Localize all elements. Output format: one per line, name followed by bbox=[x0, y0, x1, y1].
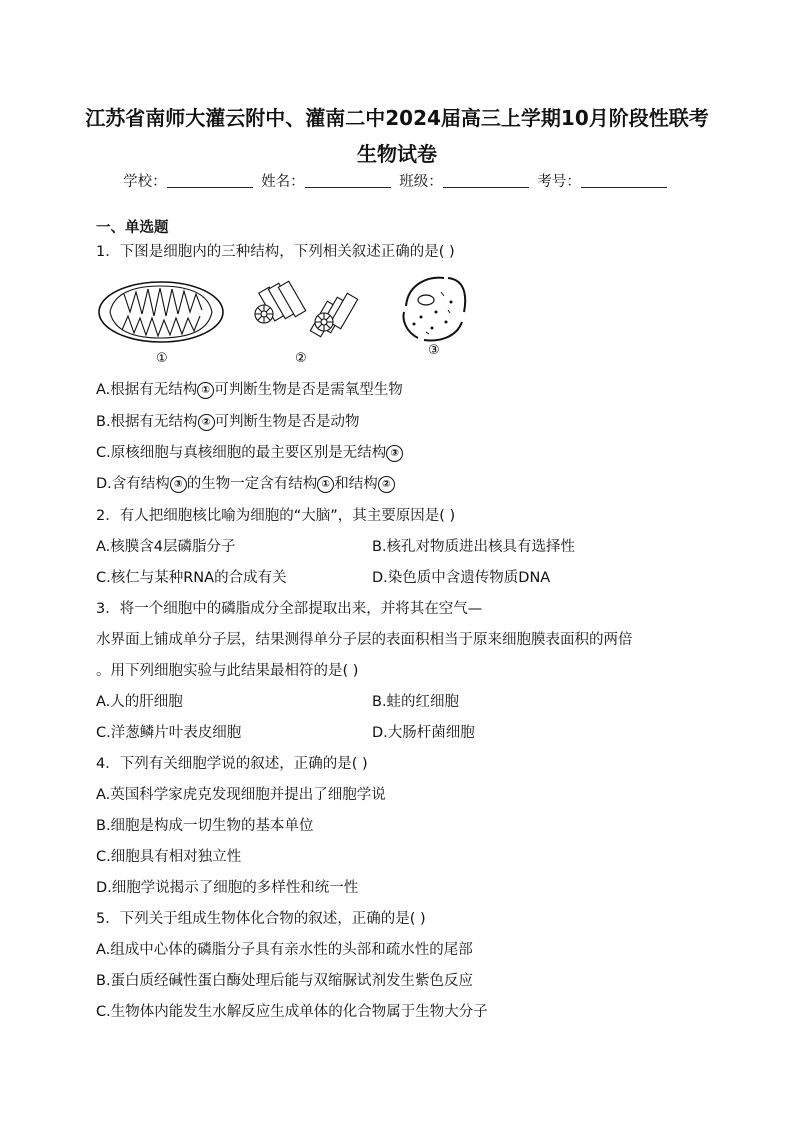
q1-option-b[interactable]: B.根据有无结构 ② 可判断生物是否是动物 bbox=[96, 414, 360, 430]
q1-option-d[interactable]: D.含有结构 ③ 的生物一定含有结构 ① 和结构 ② bbox=[96, 472, 395, 493]
q3-stem-line1: 3．将一个细胞中的磷脂成分全部提取出来，并将其在空气— bbox=[96, 601, 483, 617]
q5-option-b[interactable]: B.蛋白质经碱性蛋白酶处理后能与双缩脲试剂发生紫色反应 bbox=[96, 973, 474, 989]
q2-option-a[interactable]: A.核膜含4层磷脂分子 bbox=[96, 539, 236, 555]
mitochondrion-drawing bbox=[99, 282, 223, 342]
q5-option-a[interactable]: A.组成中心体的磷脂分子具有亲水性的头部和疏水性的尾部 bbox=[96, 942, 473, 958]
student-info-row bbox=[0, 170, 794, 191]
q4-option-b[interactable]: B.细胞是构成一切生物的基本单位 bbox=[96, 818, 314, 834]
figure-label-2: ② bbox=[295, 351, 307, 364]
q3-stem-line3: 。用下列细胞实验与此结果最相符的是( ) bbox=[96, 663, 359, 679]
school-blank[interactable] bbox=[167, 173, 253, 188]
exam-title-line2: 生物试卷 bbox=[357, 142, 437, 166]
q1-stem: 1．下图是细胞内的三种结构，下列相关叙述正确的是( ) bbox=[96, 244, 455, 260]
q2-option-c[interactable]: C.核仁与某种RNA的合成有关 bbox=[96, 570, 287, 586]
q3-option-c[interactable]: C.洋葱鳞片叶表皮细胞 bbox=[96, 725, 242, 741]
q3-option-b[interactable]: B.蛙的红细胞 bbox=[372, 694, 460, 710]
section-heading: 一、单选题 bbox=[96, 220, 169, 236]
class-blank[interactable] bbox=[443, 173, 529, 188]
q4-option-c[interactable]: C.细胞具有相对独立性 bbox=[96, 849, 242, 865]
q2-stem: 2．有人把细胞核比喻为细胞的“大脑”，其主要原因是( ) bbox=[96, 508, 456, 524]
q2-option-b[interactable]: B.核孔对物质进出核具有选择性 bbox=[372, 539, 576, 555]
q2-option-d[interactable]: D.染色质中含遗传物质DNA bbox=[372, 570, 551, 586]
class-label: 班级： bbox=[399, 174, 443, 190]
q1-option-a[interactable]: A.根据有无结构 ① 可判断生物是否是需氧型生物 bbox=[96, 382, 403, 398]
q3-option-d[interactable]: D.大肠杆菌细胞 bbox=[372, 725, 475, 741]
school-label: 学校： bbox=[123, 174, 167, 190]
q5-option-c[interactable]: C.生物体内能发生水解反应生成单体的化合物属于生物大分子 bbox=[96, 1004, 488, 1020]
name-label: 姓名： bbox=[261, 174, 305, 190]
q3-option-a[interactable]: A.人的肝细胞 bbox=[96, 694, 183, 710]
figure-label-3: ③ bbox=[428, 343, 440, 358]
exam-title-line1: 江苏省南师大灌云附中、灌南二中2024届高三上学期10月阶段性联考 bbox=[85, 106, 709, 130]
id-label: 考号： bbox=[537, 174, 581, 190]
q4-stem: 4．下列有关细胞学说的叙述，正确的是( ) bbox=[96, 756, 368, 772]
id-blank[interactable] bbox=[581, 173, 667, 188]
q1-option-c[interactable]: C.原核细胞与真核细胞的最主要区别是无结构 ③ bbox=[96, 441, 403, 462]
cell-structures-figure bbox=[96, 272, 516, 364]
q4-option-a[interactable]: A.英国科学家虎克发现细胞并提出了细胞学说 bbox=[96, 787, 386, 803]
figure-label-1: ① bbox=[156, 351, 168, 364]
name-blank[interactable] bbox=[305, 173, 391, 188]
q5-stem: 5．下列关于组成生物体化合物的叙述，正确的是( ) bbox=[96, 911, 426, 927]
nucleus-drawing bbox=[404, 278, 466, 341]
q3-stem-line2: 水界面上铺成单分子层，结果测得单分子层的表面积相当于原来细胞膜表面积的两倍 bbox=[96, 632, 633, 648]
centriole-drawing bbox=[255, 281, 358, 336]
q4-option-d[interactable]: D.细胞学说揭示了细胞的多样性和统一性 bbox=[96, 880, 359, 896]
